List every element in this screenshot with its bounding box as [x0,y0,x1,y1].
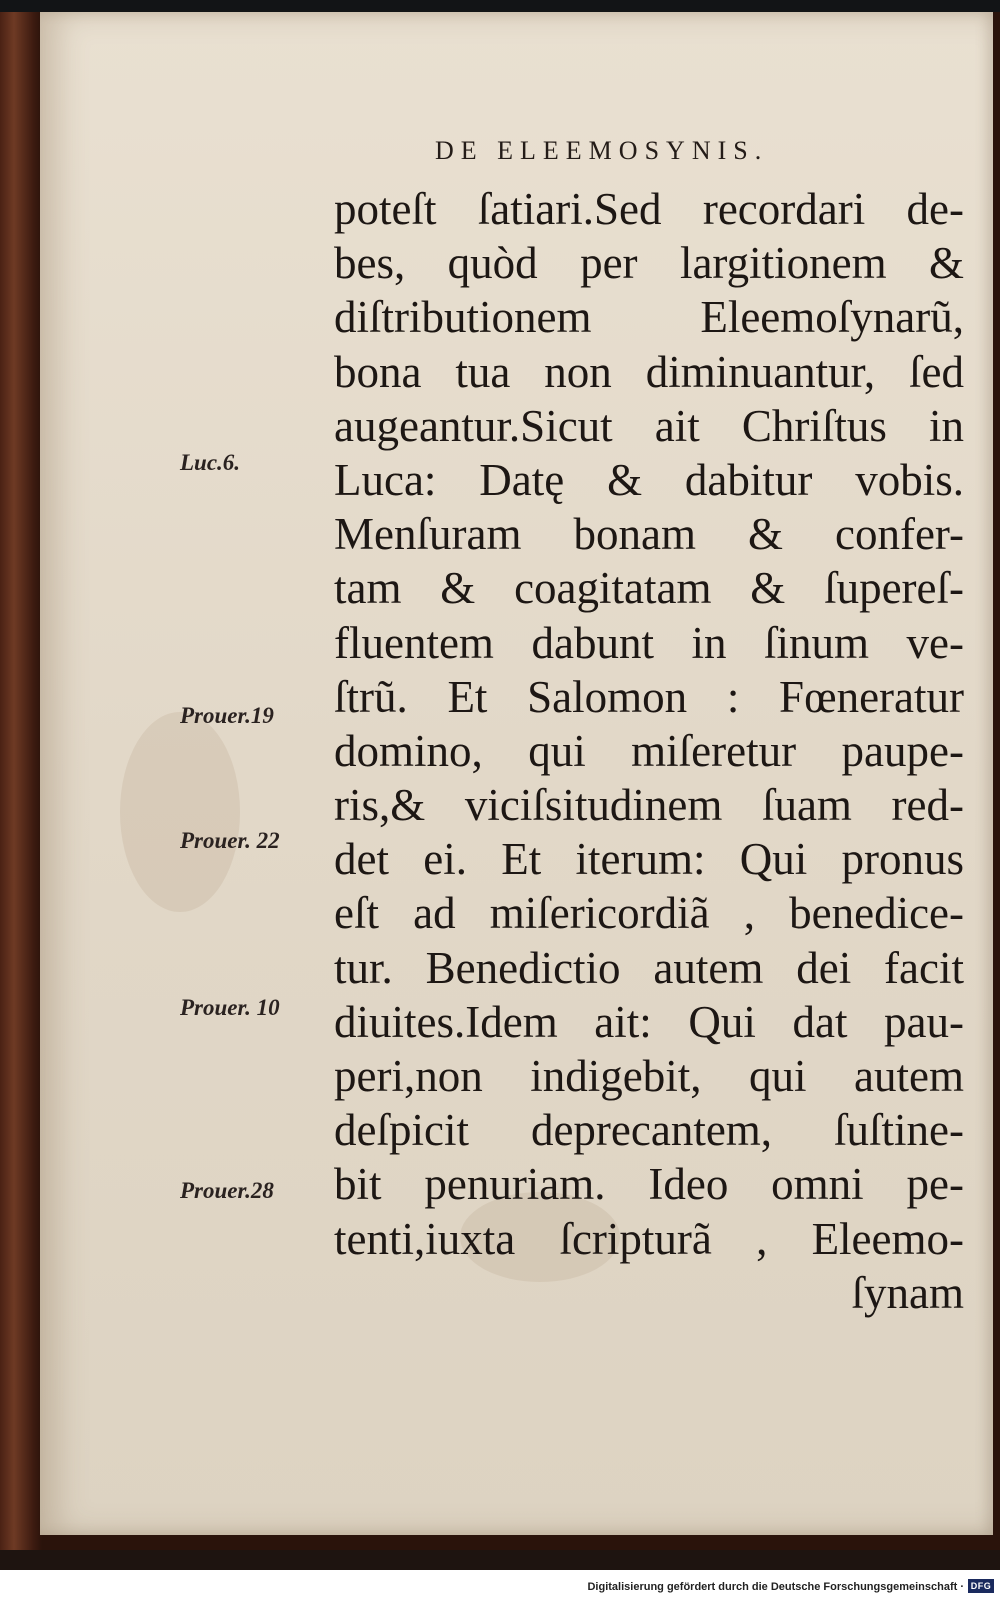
running-head: DE ELEEMOSYNIS. [435,136,769,165]
text-line: ſtrũ. Et Salomon : Fœneratur [334,671,964,722]
text-line: det ei. Et iterum: Qui pronus [334,834,964,885]
dfg-logo-icon: DFG [968,1579,994,1593]
body-text [334,182,964,1320]
catchword-line: ſynam [851,1267,964,1318]
text-line: Menſuram bonam & confer- [334,509,964,560]
footer-credit: Digitalisierung gefördert durch die Deutsche Forschungsgemeinschaft · [587,1581,964,1593]
text-line: tam & coagitatam & ſupereſ- [334,563,964,614]
marginal-note: Prouer.28 [180,1178,274,1203]
marginal-note: Prouer. 10 [180,995,280,1020]
marginal-note: Prouer. 22 [180,828,280,853]
text-line: Luca: Datę & dabitur vobis. [334,454,964,505]
text-line: fluentem dabunt in ſinum ve- [334,617,964,668]
scan-top-border [0,0,1000,12]
text-line: ris,& viciſsitudinem ſuam red- [334,780,964,831]
text-line: diſtributionem Eleemoſynarũ, [334,292,964,343]
text-line: eſt ad miſericordiã , benedice- [334,888,964,939]
marginal-note: Luc.6. [180,450,241,475]
text-line: domino, qui miſeretur paupe- [334,725,964,776]
marginal-note: Prouer.19 [180,703,274,728]
text-line: peri,non indigebit, qui autem [334,1051,964,1101]
text-line: bit penuriam. Ideo omni pe- [334,1159,964,1210]
text-line: tur. Benedictio autem dei facit [334,942,964,993]
paper-stain [120,712,240,912]
text-line: diuites.Idem ait: Qui dat pau- [334,996,964,1047]
text-line: bes, quòd per largitionem & [334,238,964,289]
text-line: poteſt ſatiari.Sed recordari de- [334,184,964,234]
text-line: deſpicit deprecantem, ſuſtine- [334,1105,964,1156]
text-line: tenti,iuxta ſcripturã , Eleemo- [334,1213,964,1264]
text-line: augeantur.Sicut ait Chriſtus in [334,400,964,451]
scan-bottom-border [0,1550,1000,1570]
text-line: bona tua non diminuantur, ſed [334,346,964,397]
